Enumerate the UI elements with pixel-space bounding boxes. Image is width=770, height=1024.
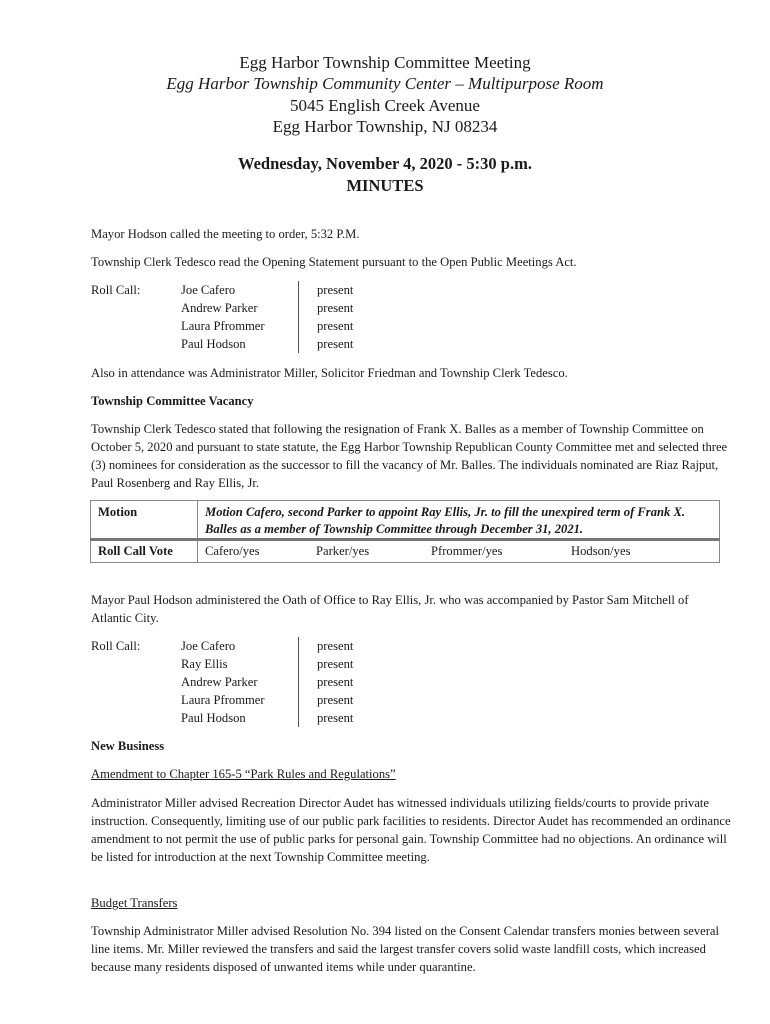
roll-call-label: Roll Call: (91, 283, 141, 297)
roll-call-vote-label: Roll Call Vote (91, 540, 198, 563)
vote-parker: Parker/yes (316, 544, 370, 558)
new-business-heading: New Business (91, 739, 165, 753)
document-header (0, 52, 770, 137)
member-name: Paul Hodson (181, 337, 246, 351)
member-status: present (317, 319, 354, 333)
vote-cafero: Cafero/yes (205, 544, 260, 558)
member-status: present (317, 657, 354, 671)
motion-label: Motion (91, 501, 198, 540)
budget-transfers-heading: Budget Transfers (91, 896, 178, 910)
roll-call-statuses (317, 281, 397, 353)
roll-call-statuses (317, 637, 397, 727)
member-name: Paul Hodson (181, 711, 246, 725)
member-name: Laura Pfrommer (181, 319, 265, 333)
meeting-date: Wednesday, November 4, 2020 - 5:30 p.m. (238, 154, 532, 173)
vote-hodson: Hodson/yes (571, 544, 631, 558)
minutes-heading: MINUTES (346, 176, 424, 195)
vacancy-heading: Township Committee Vacancy (91, 394, 254, 408)
meeting-name: Egg Harbor Township Committee Meeting (239, 53, 531, 72)
votes-cell (198, 540, 720, 563)
meeting-location: Egg Harbor Township Community Center – Multipurpose Room (166, 74, 604, 94)
member-name: Andrew Parker (181, 675, 258, 689)
member-name: Laura Pfrommer (181, 693, 265, 707)
amendment-paragraph: Administrator Miller advised Recreation Director Audet has witnessed individuals utilizing fields/courts to provide private instruction. Consequently, limiting use of our public park facilities to residents. Director Audet has recommended an ordinance amendment to not permit the use of public parks for personal gain. Township Committee had no objections. An ordinance will be listed for introduction at the next Township Committee meeting. (91, 796, 731, 864)
member-status: present (317, 283, 354, 297)
member-name: Joe Cafero (181, 639, 236, 653)
roll-call-names (181, 637, 299, 727)
member-status: present (317, 693, 354, 707)
city-state-zip: Egg Harbor Township, NJ 08234 (272, 116, 498, 136)
motion-table (90, 500, 720, 563)
roll-call-label: Roll Call: (91, 639, 141, 653)
attendance-paragraph: Also in attendance was Administrator Miller, Solicitor Friedman and Township Clerk Tedesco. (91, 366, 568, 380)
motion-text: Motion Cafero, second Parker to appoint Ray Ellis, Jr. to fill the unexpired term of Frank X. Balles as a member of Township Committee through December 31, 2021. (198, 501, 720, 540)
member-status: present (317, 711, 354, 725)
member-name: Andrew Parker (181, 301, 258, 315)
member-status: present (317, 675, 354, 689)
member-name: Ray Ellis (181, 657, 228, 671)
member-status: present (317, 337, 354, 351)
budget-transfers-paragraph: Township Administrator Miller advised Resolution No. 394 listed on the Consent Calendar transfers monies between several line items. Mr. Miller reviewed the transfers and said the largest transfer covers solid waste landfill costs, which increased because many residents disposed of unwanted items while under quarantine. (91, 924, 719, 974)
oath-paragraph: Mayor Paul Hodson administered the Oath of Office to Ray Ellis, Jr. who was accompanied by Pastor Sam Mitchell of Atlantic City. (91, 593, 689, 625)
vacancy-paragraph: Township Clerk Tedesco stated that following the resignation of Frank X. Balles as a member of Township Committee on October 5, 2020 and pursuant to state statute, the Egg Harbor Township Republican County Committee met and selected three (3) nominees for consideration as the successor to fill the vacancy of Mr. Balles. The individuals nominated are Riaz Rajput, Paul Rosenberg and Ray Ellis, Jr. (91, 422, 728, 490)
amendment-heading: Amendment to Chapter 165-5 “Park Rules and Regulations” (91, 767, 396, 781)
opening-statement-paragraph: Township Clerk Tedesco read the Opening Statement pursuant to the Open Public Meetings Act. (91, 255, 577, 269)
call-to-order-paragraph: Mayor Hodson called the meeting to order, 5:32 P.M. (91, 227, 360, 241)
member-status: present (317, 301, 354, 315)
street-address: 5045 English Creek Avenue (290, 95, 480, 115)
vote-pfrommer: Pfrommer/yes (431, 544, 503, 558)
roll-call-names (181, 281, 299, 353)
member-name: Joe Cafero (181, 283, 236, 297)
document-title (0, 153, 770, 197)
member-status: present (317, 639, 354, 653)
